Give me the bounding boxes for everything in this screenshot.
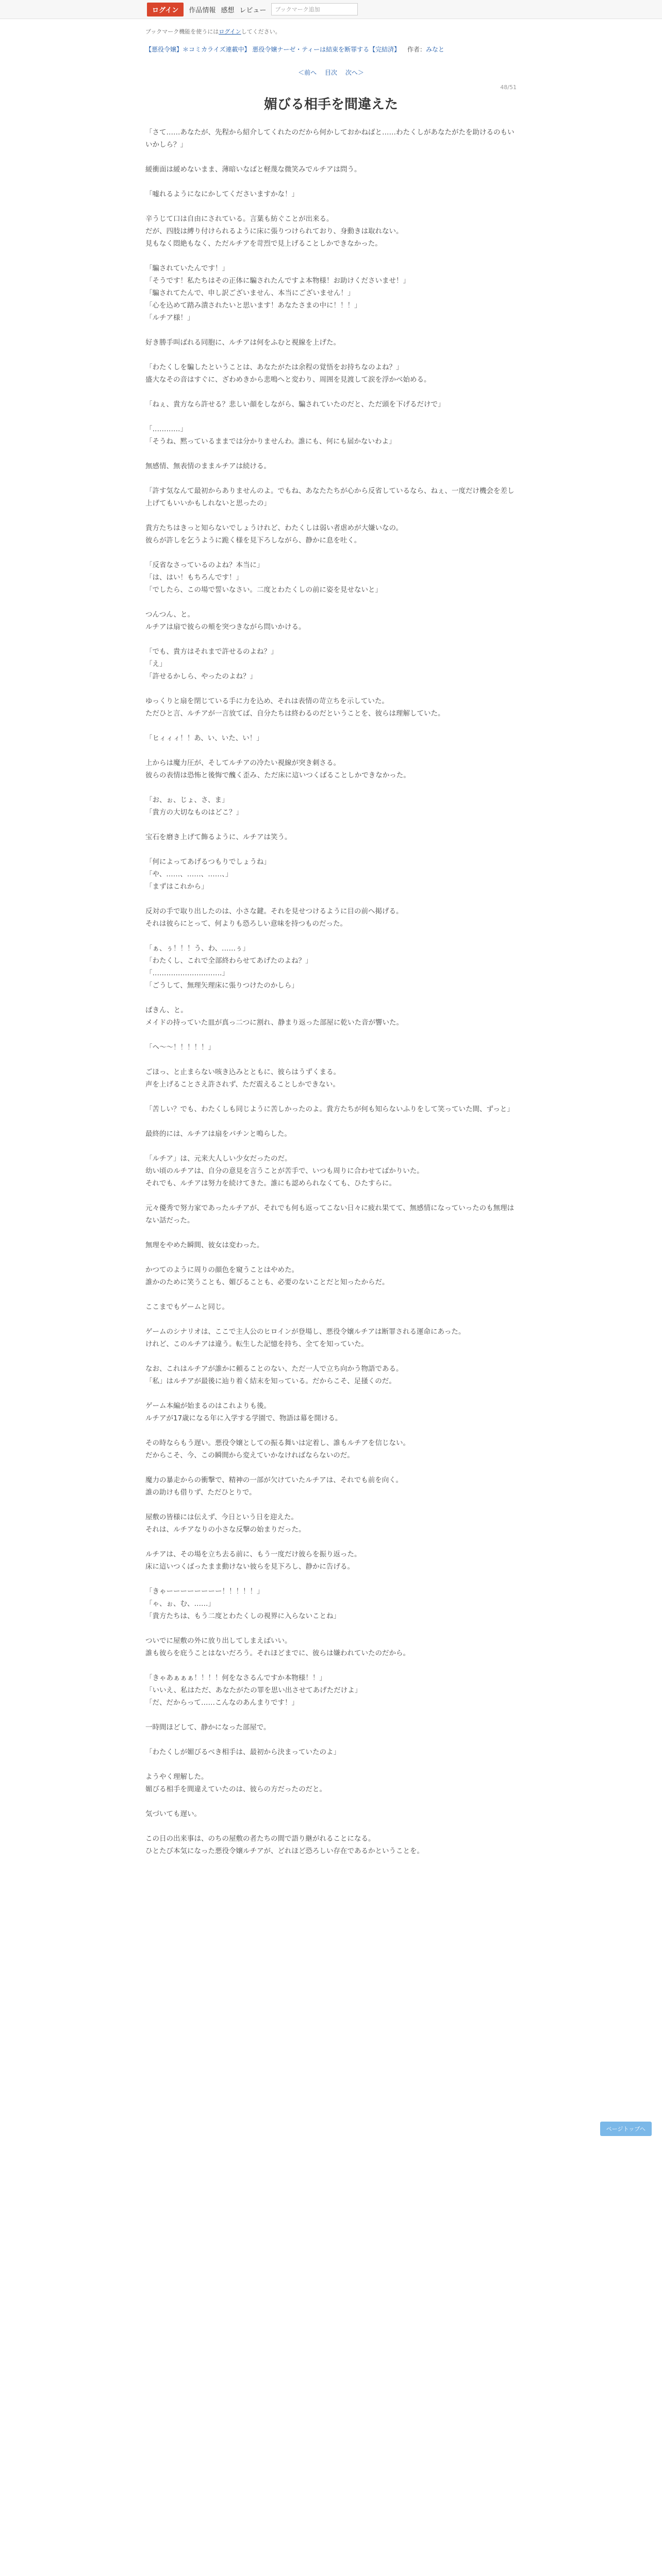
body-paragraph: 無理をやめた瞬間、彼女は変わった。 xyxy=(145,1241,264,1249)
body-paragraph: 「わたくしを騙したということは、あなたがたは余程の覚悟をお持ちなのよね？」 盛大なその音はすぐに、ざわめきから悲鳴へと変わり、周囲を見渡して涙を浮かべ始める。 xyxy=(145,363,431,384)
body-paragraph: この日の出来事は、のちの屋敷の者たちの間で語り継がれることになる。 ひとたび本気になった悪役令嬢ルチアが、どれほど恐ろしい存在であるかということを。 xyxy=(145,1835,424,1855)
paragraph-gap xyxy=(145,843,517,856)
paragraph-gap xyxy=(145,1115,517,1128)
menu-item-impressions[interactable]: 感想 xyxy=(221,6,235,14)
paragraph-gap xyxy=(145,250,517,262)
body-paragraph: 「お、ぉ、じょ、さ、ま」 「貴方の大切なものはどこ？」 xyxy=(145,796,243,817)
body-paragraph: 「ルチア」は、元来大人しい少女だったのだ。 幼い頃のルチアは、自分の意見を言うことが苦手で、いつも周りに合わせてばかりいた。 それでも、ルチアは努力を続けてきた。誰にも認められなくても、ひたすらに。 xyxy=(145,1155,424,1188)
paragraph-gap xyxy=(145,1659,517,1672)
paragraph-gap xyxy=(145,1499,517,1511)
bookmark-notice xyxy=(145,27,517,36)
paragraph-gap xyxy=(145,1029,517,1041)
paragraph-gap xyxy=(145,596,517,608)
body-paragraph: その時ならもう遅い。悪役令嬢としての振る舞いは定着し、誰もルチアを信じない。 だからこそ、今、この瞬間から変えていかなければならないのだ。 xyxy=(145,1439,410,1460)
body-paragraph: 宝石を磨き上げて飾るように、ルチアは笑う。 xyxy=(145,833,292,841)
paragraph-gap xyxy=(145,633,517,646)
body-paragraph: 最終的には、ルチアは扇をパチンと鳴らした。 xyxy=(145,1130,291,1138)
body-paragraph: 元々優秀で努力家であったルチアが、それでも何も返ってこない日々に疲れ果てて、無感情になっていったのも無理はない話だった。 xyxy=(145,1204,515,1225)
paragraph-gap xyxy=(145,1251,517,1264)
body-paragraph: 無感情、無表情のままルチアは続ける。 xyxy=(145,462,271,470)
paragraph-gap xyxy=(145,1758,517,1771)
body-paragraph: ついでに屋敷の外に放り出してしまえばいい。 誰も彼らを庇うことはないだろう。それほどまでに、彼らは嫌われていたのだから。 xyxy=(145,1637,410,1657)
body-paragraph: ようやく理解した。 媚びる相手を間違えていたのは、彼らの方だったのだと。 xyxy=(145,1773,326,1793)
prev-link[interactable]: ＜前へ xyxy=(298,69,317,76)
chapter-nav xyxy=(145,68,517,77)
paragraph-gap xyxy=(145,819,517,831)
top-bar xyxy=(0,0,662,19)
paragraph-gap xyxy=(145,720,517,732)
paragraph-gap xyxy=(145,386,517,398)
paragraph-gap xyxy=(145,1820,517,1833)
paragraph-gap xyxy=(145,349,517,361)
body-paragraph: ゲームのシナリオは、ここで主人公のヒロインが登場し、悪役令嬢ルチアは断罪される運命にあった。 けれど、このルチアは違う。転生した記憶を持ち、全てを知っていた。 xyxy=(145,1328,466,1348)
body-paragraph: かつてのように周りの顔色を窺うことはやめた。 誰かのために笑うことも、媚びることも、必要のないことだと知ったからだ。 xyxy=(145,1266,389,1286)
paragraph-gap xyxy=(145,782,517,794)
paragraph-gap xyxy=(145,1425,517,1437)
body-paragraph: 「反省なさっているのよね？本当に」 「は、はい！もちろんです！」 「でしたら、この場で誓いなさい。二度とわたくしの前に姿を見せないと」 xyxy=(145,561,382,594)
menu-item-review[interactable]: レビュー xyxy=(239,6,267,14)
paragraph-gap xyxy=(145,510,517,522)
bookmark-input[interactable]: ブックマーク追加 xyxy=(271,3,358,15)
body-paragraph: 「きゃーーーーーーーー！！！！！」 「ゃ、ぉ、む、……」 「貴方たちは、もう二度とわたくしの視界に入らないことね」 xyxy=(145,1587,340,1620)
body-paragraph: ルチアは、その場を立ち去る前に、もう一度だけ彼らを振り返った。 床に這いつくばったまま動けない彼らを見下ろし、静かに告げる。 xyxy=(145,1550,361,1571)
notice-text: ブックマーク機能を使うには xyxy=(145,28,219,35)
body-paragraph: ゲーム本編が始まるのはこれよりも後。 ルチアが17歳になる年に入学する学園で、物語は幕を開ける。 xyxy=(145,1402,342,1422)
body-paragraph: ごほっ、と止まらない咳き込みとともに、彼らはうずくまる。 声を上げることさえ許されず、ただ震えることしかできない。 xyxy=(145,1068,340,1089)
login-link[interactable]: ログイン xyxy=(219,28,241,35)
paragraph-gap xyxy=(145,992,517,1004)
paragraph-gap xyxy=(145,1622,517,1635)
paragraph-gap xyxy=(145,1350,517,1363)
body-paragraph: ゆっくりと扇を閉じている手に力を込め、それは表情の苛立ちを示していた。 ただひと言、ルチアが一言放てば、自分たちは終わるのだということを、彼らは理解していた。 xyxy=(145,697,445,718)
paragraph-gap xyxy=(145,930,517,942)
paragraph-gap xyxy=(145,893,517,905)
body-paragraph: 「ヒィィィ！！あ、い、いた、い！」 xyxy=(145,734,263,742)
body-paragraph: 「でも、貴方はそれまで許せるのよね？」 「え」 「許せるかしら、やったのよね？」 xyxy=(145,648,278,681)
paragraph-gap xyxy=(145,200,517,213)
chapter-counter: 48/51 xyxy=(500,84,517,91)
body-paragraph: つんつん、と。 ルチアは扇で彼らの頬を突つきながら問いかける。 xyxy=(145,611,306,631)
paragraph-gap xyxy=(145,1140,517,1153)
body-paragraph: 「騙されていたんです！」 「そうです！私たちはその正体に騙されたんですよ本物様！お助けくださいませ！」 「騙されてたんで、申し訳ございません、本当にございません！」 「心を込めて踏み潰されたいと思います！あなたさまの中に！！！」 「ルチア様！」 xyxy=(145,264,410,322)
paragraph-gap xyxy=(145,472,517,485)
body-paragraph: 緩衝面は緩めないまま、薄暗いなばと軽蔑な微笑みでルチアは問う。 xyxy=(145,165,361,174)
series-title-link[interactable]: 【悪役令嬢】＊コミカライズ連載中】 悪役令嬢ナーゼ・ティーは結束を断罪する【完結済】 xyxy=(145,46,401,53)
toc-link[interactable]: 目次 xyxy=(324,69,337,76)
login-button[interactable]: ログイン xyxy=(147,3,184,16)
chapter-title: 媚びる相手を間違えた xyxy=(263,97,398,112)
body-paragraph: ここまでもゲームと同じ。 xyxy=(145,1303,229,1311)
body-paragraph: 「…………」 「そうね、黙っているままでは分かりませんわ。誰にも、何にも届かないわよ」 xyxy=(145,425,396,446)
notice-suffix: してください。 xyxy=(241,28,281,35)
body-paragraph: 「ヘ〜〜！！！！！」 xyxy=(145,1043,215,1052)
body-paragraph: 「苦しい？でも、わたくしも同じように苦しかったのよ。貴方たちが何も知らないふりをして笑っていた間、ずっと」 xyxy=(145,1105,514,1113)
body-paragraph: 屋敷の皆様には伝えず、今日という日を迎えた。 それは、ルチアなりの小さな反撃の始まりだった。 xyxy=(145,1513,306,1534)
body-paragraph: 魔力の暴走からの衝撃で、精神の一部が欠けていたルチアは、それでも前を向く。 誰の助けも借りず、ただひとりで。 xyxy=(145,1476,403,1497)
body-paragraph: 反対の手で取り出したのは、小さな鍵。それを見せつけるように目の前へ掲げる。 それは彼らにとって、何よりも恐ろしい意味を持つものだった。 xyxy=(145,907,403,928)
paragraph-gap xyxy=(145,324,517,336)
paragraph-gap xyxy=(145,1227,517,1239)
body-paragraph: 「ぁ、ぅ！！！う、わ、……ぅ」 「わたくし、これで全部終わらせてあげたのよね？」 「…………………………」 「ごうして、無理矢理床に張りつけたのかしら」 xyxy=(145,944,312,990)
body-paragraph: 「何によってあげるつもりでしょうね」 「や、……、……、……、」 「まずはこれから」 xyxy=(145,858,271,891)
paragraph-gap xyxy=(145,1289,517,1301)
paragraph-gap xyxy=(145,744,517,757)
paragraph-gap xyxy=(145,411,517,423)
body-paragraph: 「さて……あなたが、先程から紹介してくれたのだから何かしておかねばと……わたくしがあなたがたを助けるのもいいかしら？」 xyxy=(145,128,515,149)
paragraph-gap xyxy=(145,547,517,559)
paragraph-gap xyxy=(145,448,517,460)
paragraph-gap xyxy=(145,1091,517,1103)
body-paragraph: 「ねぇ、貴方なら許せる？悲しい顔をしながら、騙されていたのだと、ただ頭を下げるだけで」 xyxy=(145,400,445,409)
body-paragraph: 「許す気なんて最初からありませんのよ。でもね、あなたたちが心から反省しているなら、ねぇ、一度だけ機会を差し上げてもいいかもしれないと思ったの」 xyxy=(145,487,515,507)
paragraph-gap xyxy=(145,151,517,163)
body-paragraph: ぱきん、と。 メイドの持っていた皿が真っ二つに割れ、静まり返った部屋に乾いた音が響いた。 xyxy=(145,1006,404,1027)
page-top-button[interactable]: ページトップへ xyxy=(600,2122,652,2136)
paragraph-gap xyxy=(145,1734,517,1746)
body-paragraph: 気づいても遅い。 xyxy=(145,1810,201,1818)
paragraph-gap xyxy=(145,1462,517,1474)
paragraph-gap xyxy=(145,1387,517,1400)
main-content xyxy=(145,19,517,1870)
body-paragraph: 貴方たちはきっと知らないでしょうけれど、わたくしは弱い者虐めが大嫌いなの。 彼らが許しを乞うように跪く様を見下ろしながら、静かに息を吐く。 xyxy=(145,524,403,545)
paragraph-gap xyxy=(145,683,517,695)
author-label: 作者： xyxy=(407,46,426,53)
paragraph-gap xyxy=(145,1054,517,1066)
body-paragraph: 「嘘れるようになにかしてくださいますかな！」 xyxy=(145,190,299,198)
series-header xyxy=(145,45,517,54)
next-link[interactable]: 次へ＞ xyxy=(345,69,364,76)
paragraph-gap xyxy=(145,1709,517,1721)
paragraph-gap xyxy=(145,1857,517,1870)
body-paragraph: 好き勝手叫ばれる同胞に、ルチアは何をふむと視線を上げた。 xyxy=(145,338,340,347)
body-paragraph: なお、これはルチアが誰かに頼ることのない、ただ一人で立ち向かう物語である。 「私」はルチアが最後に辿り着く結末を知っている。だからこそ、足掻くのだ。 xyxy=(145,1365,403,1385)
paragraph-gap xyxy=(145,1573,517,1585)
paragraph-gap xyxy=(145,1313,517,1326)
menu-item-info[interactable]: 作品情報 xyxy=(189,6,216,14)
paragraph-gap xyxy=(145,176,517,188)
body-paragraph: 上からは魔力圧が、そしてルチアの冷たい視線が突き刺さる。 彼らの表情は恐怖と後悔で醜く歪み、ただ床に這いつくばることしかできなかった。 xyxy=(145,759,410,779)
chapter-body xyxy=(145,126,517,1870)
paragraph-gap xyxy=(145,1536,517,1548)
body-paragraph: 「きゃあぁぁぁ！！！！何をなさるんですか本物様！！」 「いいえ、私はただ、あなたがたの罪を思い出させてあげただけよ」 「だ、だからって……こんなのあんまりです！」 xyxy=(145,1674,362,1707)
author-link[interactable]: みなと xyxy=(425,46,444,53)
body-paragraph: 「わたくしが媚びるべき相手は、最初から決まっていたのよ」 xyxy=(145,1748,340,1756)
body-paragraph: 辛うじて口は自由にされている。言葉も紡ぐことが出来る。 だが、四肢は縛り付けられるように床に張りつけられており、身動きは取れない。 見もなく悶絶もなく、ただルチアを苛烈で見上げることしかできなかった。 xyxy=(145,215,403,248)
paragraph-gap xyxy=(145,1795,517,1808)
paragraph-gap xyxy=(145,1190,517,1202)
body-paragraph: 一時間ほどして、静かになった部屋で。 xyxy=(145,1723,271,1732)
